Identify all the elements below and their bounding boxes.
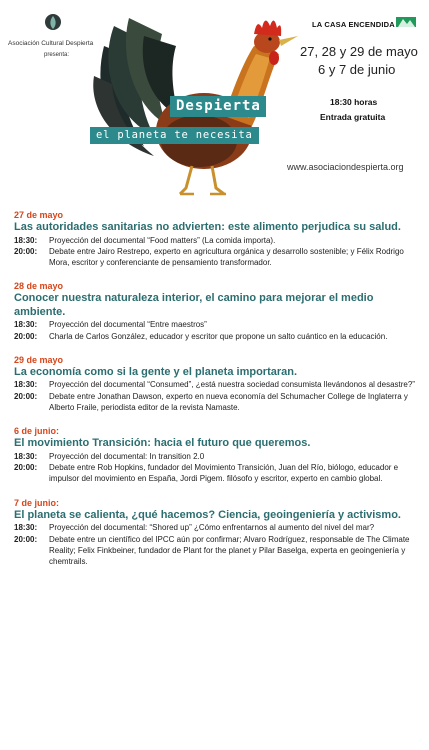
event-entry: Entrada gratuita xyxy=(320,112,386,122)
program-day xyxy=(14,354,424,413)
event-time-label: 20:00: xyxy=(14,246,38,256)
venue-logo-icon xyxy=(395,14,417,30)
event-description: Charla de Carlos González, educador y escritor que propone un salto cuántico en la educación. xyxy=(49,331,388,341)
event-time-label: 20:00: xyxy=(14,391,38,401)
day-date: 7 de junio: xyxy=(14,497,59,508)
day-date: 6 de junio: xyxy=(14,426,59,437)
event-description: Debate entre Rob Hopkins, fundador del Movimiento Transición, Juan del Río, biólogo, educador e impulsor del movimiento en España, Jordi Pigem. filósofo y escritor, experto en cambio global. xyxy=(49,463,399,484)
program-list xyxy=(14,209,424,567)
event-item xyxy=(14,391,424,414)
event-item xyxy=(14,246,424,269)
event-description: Proyección del documental: In transition 2.0 xyxy=(49,451,205,461)
banner-subtitle: el planeta te necesita xyxy=(90,127,259,144)
event-description: Proyección del documental “Entre maestros” xyxy=(49,320,207,330)
event-time-label: 18:30: xyxy=(14,523,38,533)
event-description: Proyección del documental: “Shored up” ¿Cómo enfrentarnos al aumento del nivel del mar? xyxy=(49,523,375,533)
org-name: Asociación Cultural Despierta xyxy=(8,40,94,47)
venue-name: LA CASA ENCENDIDA xyxy=(312,20,395,29)
event-time-label: 20:00: xyxy=(14,534,38,544)
event-item xyxy=(14,331,424,342)
day-date: 28 de mayo xyxy=(14,281,64,292)
event-time-label: 18:30: xyxy=(14,320,38,330)
event-description: Debate entre Jonathan Dawson, experto en nueva economía del Schumacher College de Inglaterra y Alberto Fraile, periodista editor de la revista Namaste. xyxy=(49,391,408,413)
day-title: Las autoridades sanitarias no advierten: este alimento perjudica su salud. xyxy=(14,221,401,233)
program-day xyxy=(14,425,424,484)
event-description: Proyección del documental “Consumed”, ¿está nuestra sociedad consumista llevándonos al desastre?” xyxy=(49,380,415,390)
day-title: El movimiento Transición: hacia el futuro que queremos. xyxy=(14,437,311,450)
website-link[interactable]: www.asociaciondespierta.org xyxy=(287,162,404,172)
event-description: Proyección del documental “Food matters” (La comida importa). xyxy=(49,235,276,245)
org-logo-icon xyxy=(44,12,62,32)
event-time-label: 18:30: xyxy=(14,451,38,461)
event-dates-line2: 6 y 7 de junio xyxy=(318,62,396,77)
event-item xyxy=(14,534,424,568)
org-presenta: presenta: xyxy=(44,52,70,58)
program-day xyxy=(14,497,424,568)
event-item xyxy=(14,451,424,462)
event-item xyxy=(14,235,424,246)
day-date: 27 de mayo xyxy=(14,210,64,220)
day-title: El planeta se calienta, ¿qué hacemos? Ciencia, geoingeniería y activismo. xyxy=(14,508,401,521)
event-item xyxy=(14,319,424,330)
day-date: 29 de mayo xyxy=(14,354,64,365)
poster-header xyxy=(0,0,429,200)
event-time-label: 18:30: xyxy=(14,380,38,390)
event-time-label: 18:30: xyxy=(14,235,38,245)
day-title: Conocer nuestra naturaleza interior, el camino para mejorar el medio ambiente. xyxy=(14,292,374,318)
program-day xyxy=(14,280,424,342)
program-day xyxy=(14,209,424,268)
banner-title: Despierta xyxy=(170,96,266,117)
event-time-label: 20:00: xyxy=(14,463,38,473)
day-title: La economía como si la gente y el planeta importaran. xyxy=(14,365,298,378)
event-dates-line1: 27, 28 y 29 de mayo xyxy=(300,44,418,59)
event-time-label: 20:00: xyxy=(14,331,38,341)
event-item xyxy=(14,522,424,533)
event-description: Debate entre Jairo Restrepo, experto en agricultura orgánica y desarrollo sostenible; y Félix Rodrigo Mora, escritor y conferenciante de pensamiento transformador. xyxy=(49,246,404,268)
event-time: 18:30 horas xyxy=(330,97,378,107)
event-item xyxy=(14,379,424,390)
event-item xyxy=(14,462,424,485)
event-description: Debate entre un científico del IPCC aún por confirmar; Alvaro Rodríguez, responsable de The Climate Reality; Felix Finkbeiner, fundador de Plant for the planet y Pilar Baselga, experta en geoingeniería y chemtrails. xyxy=(49,534,410,567)
